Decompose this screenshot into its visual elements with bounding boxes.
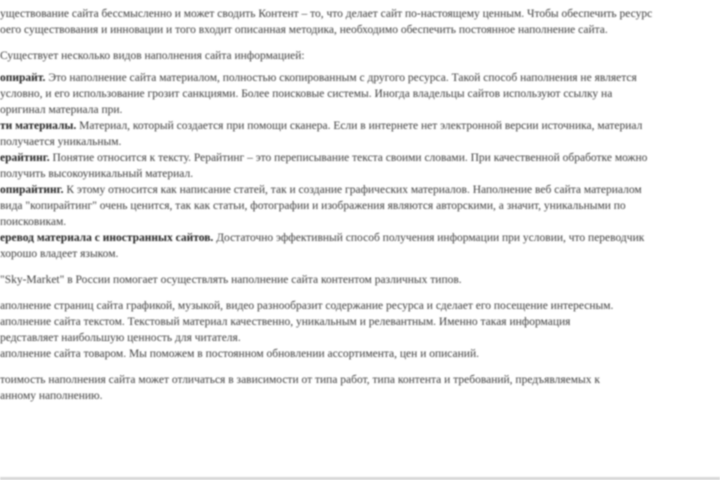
text-line: вида "копирайтинг" очень ценится, так как статьи, фотографии и изображения являются авторскими, а значит, уникальными по: [0, 200, 626, 212]
type-item-copypaste: [0, 70, 720, 118]
term-label: ерайтинг.: [0, 152, 50, 164]
text-line: Понятие относится к тексту. Рерайтинг – это переписывание текста своими словами. При качественной обработке можно: [49, 152, 648, 164]
price-paragraph: [0, 372, 720, 404]
type-item-rewriting: [0, 150, 720, 182]
text-line: К этому относится как написание статей, так и создание графических материалов. Наполнение веб сайта материалом: [63, 184, 642, 196]
service-products: [0, 346, 720, 362]
text-line: Материал, который создается при помощи сканера. Если в интернете нет электронной версии источника, материал: [76, 120, 643, 132]
text-line: Достаточно эффективный способ получения информации при условии, что переводчик: [213, 232, 645, 244]
term-label: ти материалы.: [0, 120, 77, 132]
type-item-translation: [0, 230, 720, 262]
text-line: Это наполнение сайта материалом, полностью скопированным с другого ресурса. Такой способ наполнения не является: [45, 72, 637, 84]
text-line: аполнение страниц сайта графикой, музыкой, видео разнообразит содержание ресурса и сделает его посещение интересным.: [0, 300, 614, 312]
text-line: оригинал материала при.: [0, 104, 123, 116]
company-paragraph: [0, 272, 720, 288]
text-line: тоимость наполнения сайта может отличаться в зависимости от типа работ, типа контента и требований, предъявляемых к: [0, 374, 600, 386]
type-item-copywriting: [0, 182, 720, 230]
text-line: "Sky-Market" в России помогает осуществлять наполнение сайта контентом различных типов.: [0, 274, 462, 286]
text-line: условно, и его использование грозит санкциями. Более поисковые системы. Иногда владельцы сайтов используют ссылку на: [0, 88, 613, 100]
service-media-text: [0, 298, 720, 346]
text-line: хорошо владеет языком.: [0, 248, 119, 260]
text-line: оего существования и инновации и того входит описанная методика, необходимо обеспечить постоянное наполнение сайта.: [0, 24, 608, 36]
text-line: анному наполнению.: [0, 390, 103, 402]
text-line: поисковикам.: [0, 216, 67, 228]
type-item-scanned: [0, 118, 720, 150]
text-line: получить высокоуникальный материал.: [0, 168, 194, 180]
term-label: опирайтинг.: [0, 184, 64, 196]
types-heading: [0, 48, 720, 64]
text-line: аполнение сайта товаром. Мы поможем в постоянном обновлении ассортимента, цен и описаний.: [0, 348, 479, 360]
text-line: уществование сайта бессмысленно и может сводить Контент – то, что делает сайт по-настоящему ценным. Чтобы обеспечить ресурс: [0, 8, 653, 20]
text-line: получается уникальным.: [0, 136, 122, 148]
term-label: еревод материала с иностранных сайтов.: [0, 232, 214, 244]
term-label: опирайт.: [0, 72, 46, 84]
text-line: аполнение сайта текстом. Текстовый материал качественно, уникальным и релевантным. Именно такая информация: [0, 316, 571, 328]
intro-paragraph: [0, 6, 720, 38]
text-line: редставляет наибольшую ценность для читателя.: [0, 332, 241, 344]
text-line: Существует несколько видов наполнения сайта информацией:: [0, 50, 305, 62]
